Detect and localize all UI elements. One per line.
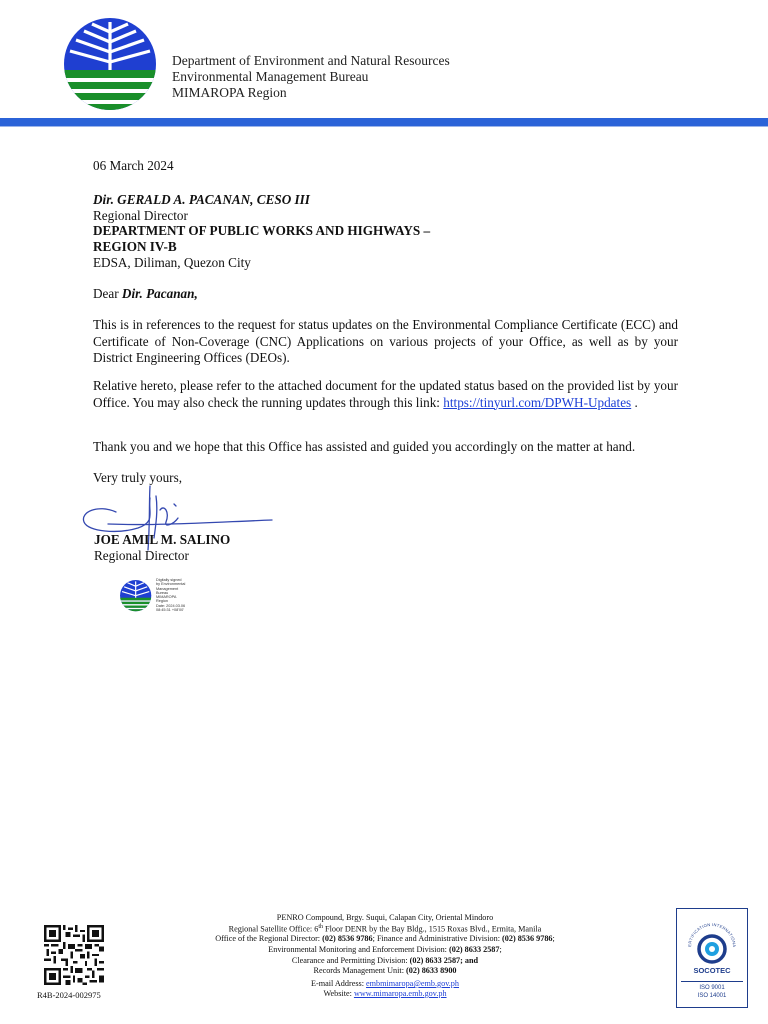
footer-line-3e: ;	[552, 934, 555, 943]
socotec-certification-badge	[676, 908, 748, 1008]
updates-link[interactable]: https://tinyurl.com/DPWH-Updates	[443, 394, 632, 410]
digital-signature-line: by Environmental	[156, 582, 186, 587]
footer-line-1: PENRO Compound, Brgy. Suqui, Calapan City, Oriental Mindoro	[276, 913, 494, 922]
footer-line-6	[150, 966, 620, 976]
recipient-address: EDSA, Diliman, Quezon City	[93, 255, 251, 270]
cert-arc-text: ERTIFICATION INTERNATIONA	[686, 921, 738, 948]
socotec-logo-icon	[677, 909, 747, 979]
digital-signature-line: Bureau	[156, 590, 169, 595]
letter-date: 06 March 2024	[93, 158, 174, 173]
closing: Very truly yours,	[93, 470, 183, 485]
paragraph-2-end: .	[631, 394, 638, 410]
denr-logo	[58, 18, 164, 112]
footer-line-3	[150, 934, 620, 944]
website-label: Website:	[323, 989, 354, 998]
footer-line-2-sup: th	[318, 924, 323, 930]
footer-line-3c: ; Finance and Administrative Division:	[372, 934, 503, 943]
footer-email	[150, 979, 620, 989]
footer-line-5b: (02) 8633 2587; and	[409, 956, 479, 965]
cert-brand: SOCOTEC	[693, 966, 731, 975]
digital-signature-line: Management	[156, 586, 179, 591]
footer-line-4c: ;	[499, 945, 502, 954]
svg-text:CERTIFICATION INTERNATIONAL	[677, 909, 737, 948]
signatory-name: JOE AMIL M. SALINO	[94, 532, 231, 547]
website-link[interactable]: www.mimaropa.emb.gov.ph	[353, 989, 447, 998]
footer-line-6a: Records Management Unit:	[313, 966, 407, 975]
footer-line-2	[150, 923, 620, 935]
digital-signature-line: Region	[156, 599, 169, 604]
salutation	[93, 286, 198, 302]
footer-line-6b: (02) 8633 8900	[406, 966, 457, 975]
salutation-prefix: Dear	[93, 286, 122, 301]
bureau-name: Environmental Management Bureau	[172, 69, 369, 84]
footer-line-2a: Regional Satellite Office: 6	[228, 924, 319, 934]
header-divider	[0, 118, 768, 126]
digital-signature-logo	[118, 578, 154, 614]
digital-signature-text	[156, 578, 204, 612]
footer-line-3a: Office of the Regional Director:	[215, 934, 323, 943]
digital-signature-line: MIMAROPA	[156, 595, 177, 600]
header-divider-shadow	[0, 126, 768, 127]
paragraph-2	[93, 378, 678, 411]
footer-line-3b: (02) 8536 9786	[322, 934, 373, 943]
recipient-org-line2: REGION IV-B	[93, 239, 177, 254]
email-label: E-mail Address:	[311, 979, 367, 988]
cert-iso-9001: ISO 9001	[699, 985, 725, 991]
digital-signature-line: 08:45:31 +08'00'	[156, 608, 184, 613]
recipient-org-line1: DEPARTMENT OF PUBLIC WORKS AND HIGHWAYS –	[93, 223, 431, 238]
footer-line-5	[150, 956, 620, 966]
paragraph-3: Thank you and we hope that this Office has assisted and guided you accordingly on the matter at hand.	[93, 439, 636, 454]
region-name: MIMAROPA Region	[172, 85, 287, 100]
footer-line-4	[150, 945, 620, 955]
footer-line-4b: (02) 8633 2587	[449, 945, 500, 954]
footer-line-2b: Floor DENR by the Bay Bldg., 1515 Roxas Blvd., Ermita, Manila	[323, 924, 542, 934]
recipient-title: Regional Director	[93, 208, 188, 223]
email-link[interactable]: embmimaropa@emb.gov.ph	[366, 979, 459, 988]
footer-line-3d: (02) 8536 9786	[502, 934, 553, 943]
footer-line-4a: Environmental Monitoring and Enforcement Division:	[268, 945, 449, 954]
digital-signature-line: Digitally signed	[156, 578, 182, 582]
paragraph-2-text: Relative hereto, please refer to the attached document for the updated status based on the provided list by your Office. You may also check the running updates through this link:	[93, 378, 678, 410]
footer-line-5a: Clearance and Permitting Division:	[291, 956, 410, 965]
signatory-title: Regional Director	[94, 548, 189, 563]
qr-code	[44, 925, 104, 985]
org-name: Department of Environment and Natural Resources	[172, 53, 450, 68]
digital-signature-line: Date: 2024.03.06	[156, 603, 186, 608]
salutation-name: Dir. Pacanan,	[121, 286, 198, 301]
document-number: R4B-2024-002975	[37, 990, 101, 1000]
footer-website	[150, 989, 620, 999]
cert-iso-14001: ISO 14001	[697, 993, 727, 999]
recipient-name: Dir. GERALD A. PACANAN, CESO III	[93, 192, 310, 207]
paragraph-1: This is in references to the request for status updates on the Environmental Compliance Certificate (ECC) and Certificate of Non-Coverage (CNC) Applications on various projects of your Office, as well as by your District Engineering Offices (DEOs).	[93, 317, 678, 365]
